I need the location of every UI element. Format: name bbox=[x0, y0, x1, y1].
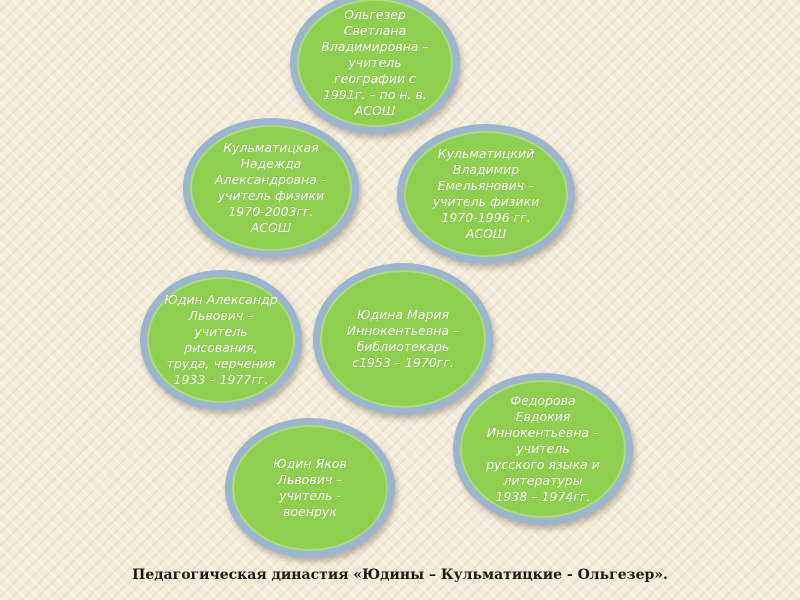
node-fedorova bbox=[453, 373, 633, 525]
node-label: Кульматицкая Надежда Александровна – учитель физики 1970-2003гг. АСОШ bbox=[214, 140, 328, 235]
node-label: Юдин Яков Львович – учитель - военрук bbox=[273, 456, 347, 519]
node-yudina-maria bbox=[313, 263, 493, 415]
node-olgezer bbox=[290, 0, 460, 134]
node-kulmatitskaya bbox=[183, 118, 359, 258]
node-kulmatitsky bbox=[397, 124, 575, 264]
node-label: Федорова Евдокия Иннокентьевна – учитель русского языка и литературы 1938 – 1974гг. bbox=[486, 393, 600, 504]
node-label: Ольгезер Светлана Владимировна – учитель географии с 1991г. – по н. в. АСОШ bbox=[321, 7, 429, 118]
node-yudin-alexandr bbox=[140, 270, 302, 410]
node-label: Юдина Мария Иннокентьевна – библиотекарь с1953 – 1970гг. bbox=[346, 307, 460, 370]
node-yudin-yakov bbox=[225, 418, 395, 558]
node-label: Юдин Александр Львович – учитель рисования, труда, черчения 1933 – 1977гг. bbox=[164, 292, 278, 387]
node-label: Кульматицкий Владимир Емельянович – учитель физики 1970-1996 гг. АСОШ bbox=[432, 146, 540, 241]
caption: Педагогическая династия «Юдины – Кульматицкие - Ольгезер». bbox=[132, 567, 668, 583]
